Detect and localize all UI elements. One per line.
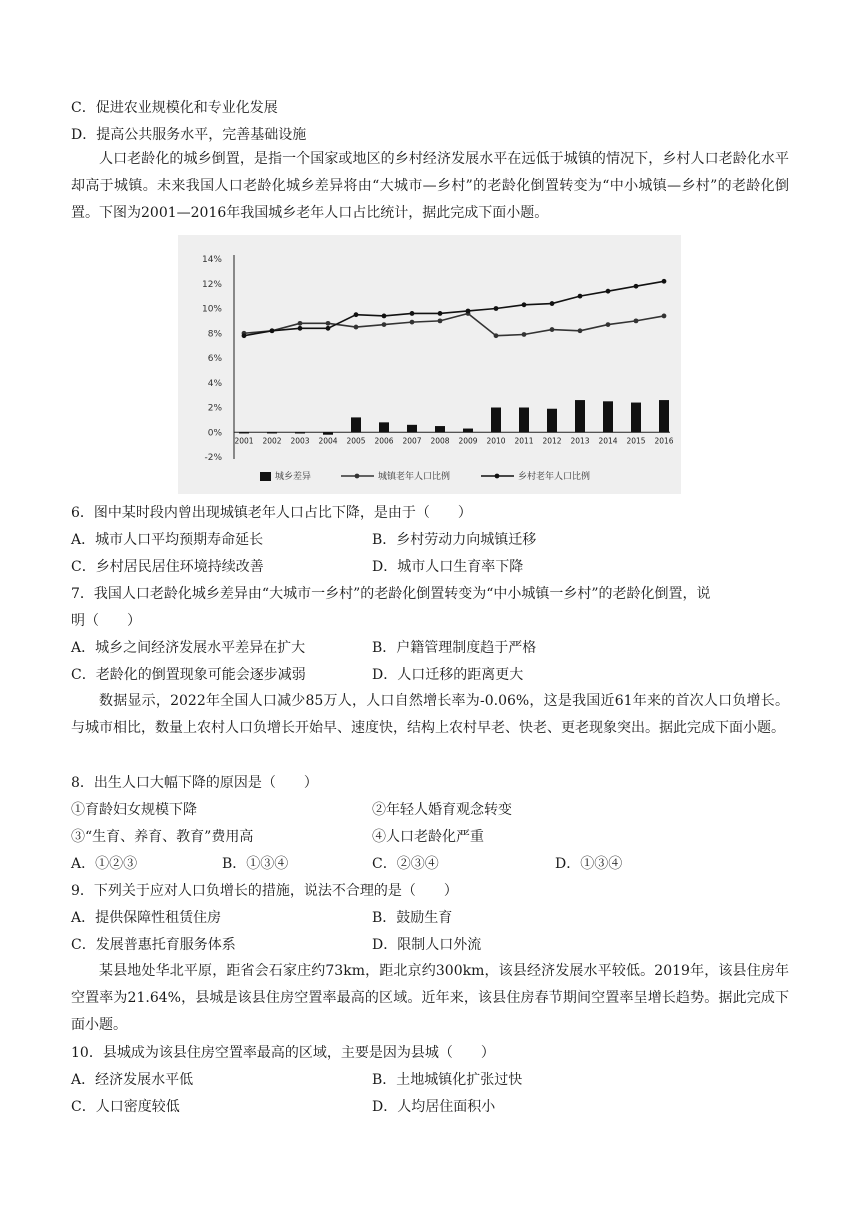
bar-urban-rural-gap	[435, 426, 445, 432]
x-tick-label: 2001	[234, 436, 254, 446]
line-urban-elderly-ratio	[244, 313, 664, 335]
x-tick-label: 2013	[570, 436, 590, 446]
bar-urban-rural-gap	[463, 429, 473, 433]
x-tick-label: 2003	[290, 436, 310, 446]
point-rural-elderly	[634, 284, 639, 289]
point-urban-elderly	[382, 322, 387, 327]
point-urban-elderly	[410, 320, 415, 325]
passage-population-decline: 数据显示，2022年全国人口减少85万人，人口自然增长率为-0.06%，这是我国近61年来的首次人口负增长。与城市相比，数量上农村人口负增长开始早、速度快，结构上农村早老、快老、更老现象突出。据此完成下面小题。	[71, 693, 789, 736]
point-urban-elderly	[494, 333, 499, 338]
point-rural-elderly	[550, 301, 555, 306]
legend-label-rural: 乡村老年人口比例	[518, 472, 591, 482]
bar-urban-rural-gap	[603, 401, 613, 432]
aging-chart-svg	[178, 235, 681, 494]
x-tick-label: 2012	[542, 436, 562, 446]
q6-option-a: A．城市人口平均预期寿命延长	[71, 532, 264, 548]
point-rural-elderly	[606, 289, 611, 294]
bar-urban-rural-gap	[659, 400, 669, 432]
point-urban-elderly	[326, 321, 331, 326]
y-tick-label: 10%	[201, 304, 222, 315]
point-rural-elderly	[382, 314, 387, 319]
point-urban-elderly	[634, 318, 639, 323]
q7-option-a: A．城乡之间经济发展水平差异在扩大	[71, 640, 306, 656]
q10-option-a: A．经济发展水平低	[71, 1072, 194, 1088]
legend-label-gap: 城乡差异	[275, 472, 312, 482]
point-rural-elderly	[242, 333, 247, 338]
x-tick-label: 2008	[430, 436, 450, 446]
line-rural-elderly-ratio	[244, 281, 664, 335]
x-tick-label: 2010	[486, 436, 506, 446]
q10-option-b: B．土地城镇化扩张过快	[372, 1072, 523, 1088]
bar-urban-rural-gap	[379, 422, 389, 432]
q10-option-d: D．人均居住面积小	[372, 1099, 496, 1115]
y-tick-label: 12%	[201, 279, 222, 290]
bar-urban-rural-gap	[491, 408, 501, 433]
bar-urban-rural-gap	[631, 403, 641, 433]
point-rural-elderly	[326, 326, 331, 331]
point-rural-elderly	[270, 328, 275, 333]
bar-urban-rural-gap	[267, 432, 277, 433]
q7-option-d: D．人口迁移的距离更大	[372, 667, 524, 683]
q9-option-b: B．鼓励生育	[372, 910, 453, 926]
bar-urban-rural-gap	[351, 417, 361, 432]
option-c-intro: C．促进农业规模化和专业化发展	[71, 100, 278, 116]
q8-statement-4: ④人口老龄化严重	[372, 829, 484, 845]
q10-stem: 10．县城成为该县住房空置率最高的区域，主要是因为县城（ ）	[71, 1045, 495, 1061]
q9-option-c: C．发展普惠托育服务体系	[71, 937, 236, 953]
point-rural-elderly	[494, 306, 499, 311]
point-urban-elderly	[522, 332, 527, 337]
y-tick-label: 0%	[207, 428, 222, 439]
bar-urban-rural-gap	[407, 425, 417, 432]
point-rural-elderly	[410, 311, 415, 316]
point-rural-elderly	[354, 312, 359, 317]
q7-stem-line2: 明（ ）	[71, 613, 141, 629]
point-rural-elderly	[578, 294, 583, 299]
q7-option-c: C．老龄化的倒置现象可能会逐步减弱	[71, 667, 306, 683]
q7-stem-line1: 7．我国人口老龄化城乡差异由“大城市一乡村”的老龄化倒置转变为“中小城镇一乡村”的老龄化倒置，说	[71, 586, 711, 602]
q8-stem: 8．出生人口大幅下降的原因是（ ）	[71, 775, 318, 791]
y-tick-label: 2%	[207, 403, 222, 414]
point-urban-elderly	[354, 325, 359, 330]
point-rural-elderly	[662, 279, 667, 284]
x-tick-label: 2006	[374, 436, 394, 446]
q8-option-d: D．①③④	[555, 856, 623, 872]
x-tick-label: 2007	[402, 436, 422, 446]
aging-chart	[178, 235, 681, 494]
passage-housing-vacancy: 某县地处华北平原，距省会石家庄约73km，距北京约300km，该县经济发展水平较低。2019年，该县住房年空置率为21.64%，县城是该县住房空置率最高的区域。近年来，该县住房春节期间空置率呈增长趋势。据此完成下面小题。	[71, 963, 789, 1033]
x-tick-label: 2005	[346, 436, 366, 446]
y-tick-label: 4%	[207, 378, 222, 389]
bar-urban-rural-gap	[547, 409, 557, 433]
passage-aging-inversion: 人口老龄化的城乡倒置，是指一个国家或地区的乡村经济发展水平在远低于城镇的情况下，乡村人口老龄化水平却高于城镇。未来我国人口老龄化城乡差异将由“大城市—乡村”的老龄化倒置转变为“中小城镇—乡村”的老龄化倒置。下图为2001—2016年我国城乡老年人口占比统计，据此完成下面小题。	[71, 151, 789, 221]
q9-option-d: D．限制人口外流	[372, 937, 482, 953]
x-tick-label: 2009	[458, 436, 478, 446]
q8-statement-2: ②年轻人婚育观念转变	[372, 802, 512, 818]
q9-stem: 9．下列关于应对人口负增长的措施，说法不合理的是（ ）	[71, 883, 458, 899]
legend-swatch-gap	[260, 472, 271, 481]
q6-option-d: D．城市人口生育率下降	[372, 559, 524, 575]
point-rural-elderly	[298, 326, 303, 331]
q8-statement-1: ①育龄妇女规模下降	[71, 802, 197, 818]
point-rural-elderly	[466, 309, 471, 314]
legend-marker-rural	[495, 474, 500, 479]
q10-option-c: C．人口密度较低	[71, 1099, 180, 1115]
q8-statement-3: ③“生育、养育、教育”费用高	[71, 829, 254, 845]
q6-option-b: B．乡村劳动力向城镇迁移	[372, 532, 537, 548]
q8-option-c: C．②③④	[372, 856, 439, 872]
y-tick-label: 14%	[201, 255, 222, 265]
x-tick-label: 2014	[598, 436, 618, 446]
legend-marker-urban	[355, 474, 360, 479]
q9-option-a: A．提供保障性租赁住房	[71, 910, 222, 926]
bar-urban-rural-gap	[519, 408, 529, 433]
q6-option-c: C．乡村居民居住环境持续改善	[71, 559, 264, 575]
y-tick-label: 6%	[207, 354, 222, 364]
point-urban-elderly	[550, 327, 555, 332]
bar-urban-rural-gap	[575, 400, 585, 432]
option-d-intro: D．提高公共服务水平，完善基础设施	[71, 127, 307, 143]
y-tick-label: -2%	[204, 453, 222, 463]
x-tick-label: 2015	[626, 436, 646, 446]
bar-urban-rural-gap	[295, 432, 305, 433]
q6-stem: 6．图中某时段内曾出现城镇老年人口占比下降，是由于（ ）	[71, 505, 472, 521]
x-tick-label: 2016	[654, 436, 674, 446]
point-rural-elderly	[522, 302, 527, 307]
x-tick-label: 2002	[262, 436, 282, 446]
point-urban-elderly	[578, 328, 583, 333]
legend-label-urban: 城镇老年人口比例	[378, 472, 451, 482]
q7-option-b: B．户籍管理制度趋于严格	[372, 640, 537, 656]
q8-option-b: B．①③④	[222, 856, 289, 872]
q8-option-a: A．①②③	[71, 856, 138, 872]
bar-urban-rural-gap	[323, 432, 333, 434]
point-urban-elderly	[662, 314, 667, 319]
point-urban-elderly	[606, 322, 611, 327]
y-tick-label: 8%	[207, 329, 222, 340]
point-rural-elderly	[438, 311, 443, 316]
bar-urban-rural-gap	[239, 432, 249, 433]
point-urban-elderly	[298, 321, 303, 326]
x-tick-label: 2004	[318, 436, 338, 446]
point-urban-elderly	[438, 318, 443, 323]
x-tick-label: 2011	[514, 436, 534, 446]
